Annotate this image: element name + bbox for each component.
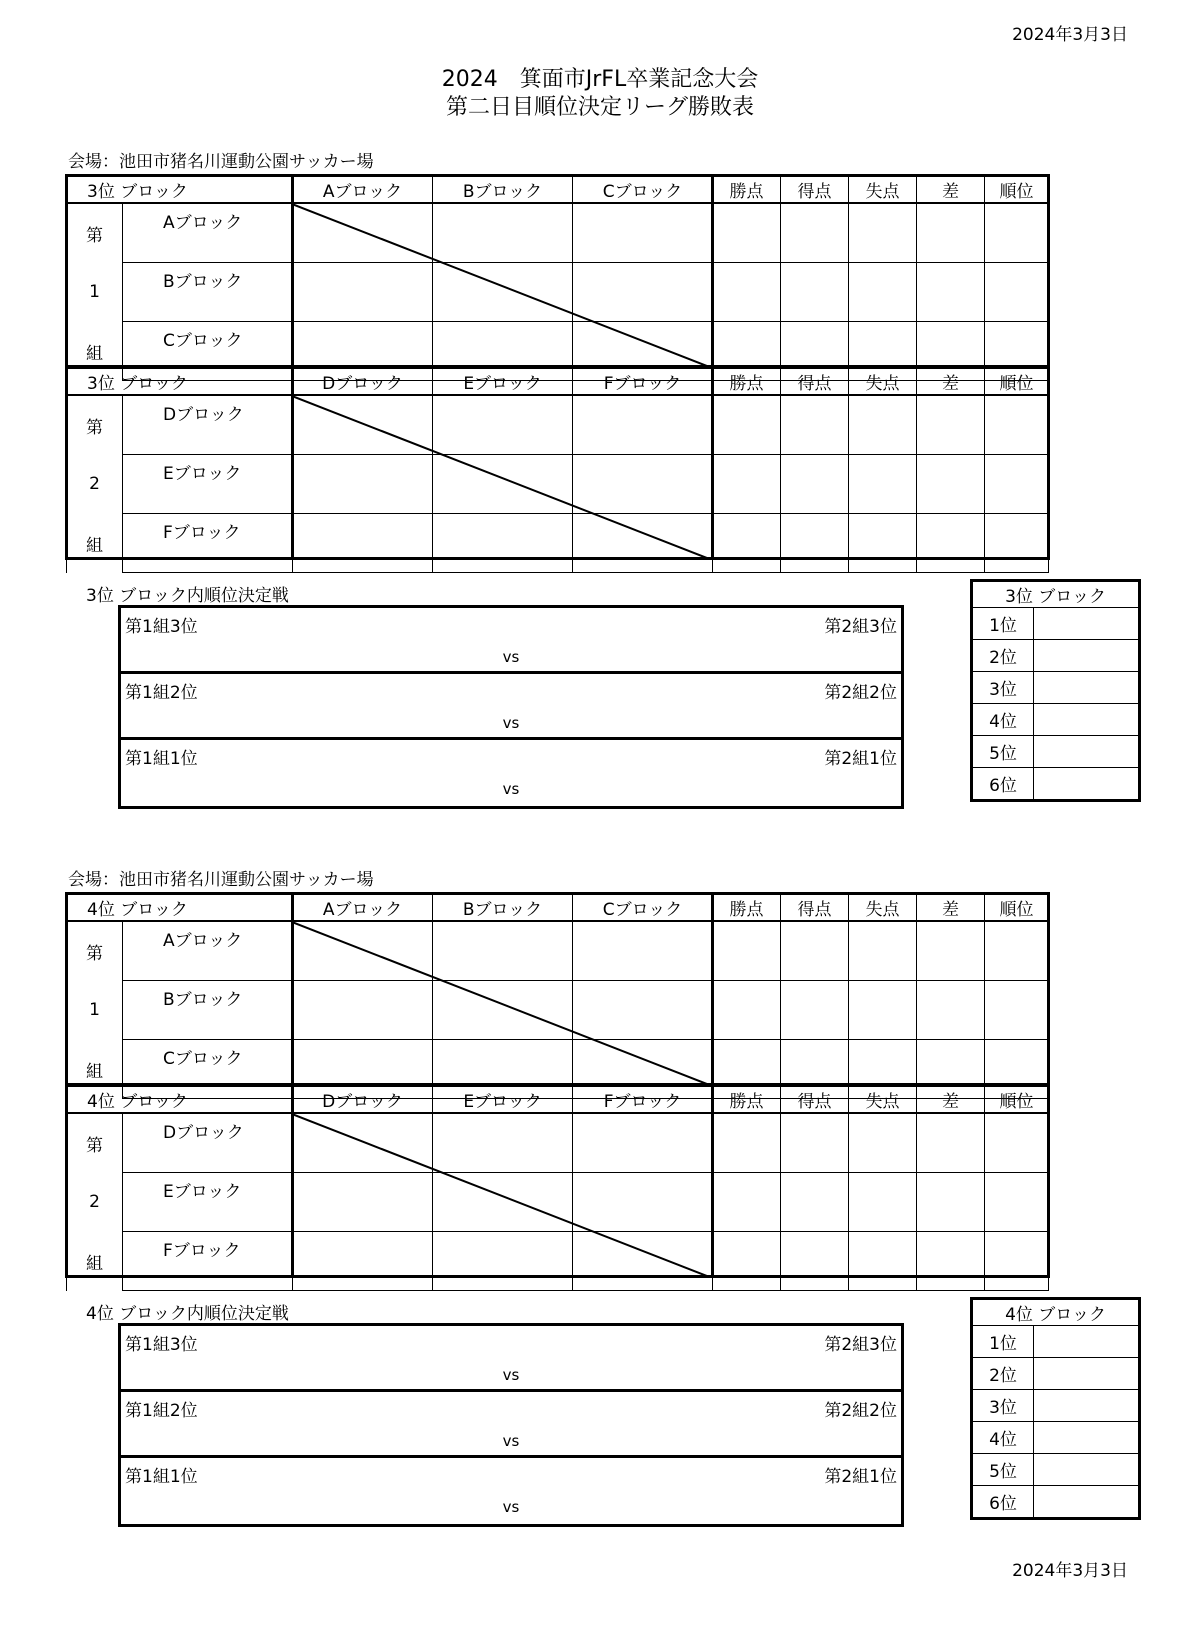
- result-cell[interactable]: [985, 1232, 1049, 1291]
- date-bottom: 2024年3月3日: [1012, 1561, 1128, 1581]
- playoff-title: 3位 ブロック内順位決定戦: [86, 586, 289, 606]
- result-cell[interactable]: [713, 922, 781, 981]
- result-cell[interactable]: [433, 922, 573, 981]
- column-header-stat: 差: [917, 894, 985, 922]
- match-left-team: 第1組2位: [125, 1401, 198, 1421]
- result-cell[interactable]: [573, 455, 713, 514]
- match-box[interactable]: [121, 1392, 901, 1458]
- result-cell[interactable]: [433, 1114, 573, 1173]
- league-table: [66, 893, 1049, 1099]
- row-team-label: Eブロック: [123, 1173, 293, 1232]
- row-team-label: Dブロック: [123, 396, 293, 455]
- group-label: 4位 ブロック: [67, 1086, 293, 1114]
- league-table: [66, 1085, 1049, 1291]
- result-cell[interactable]: [917, 263, 985, 322]
- result-cell[interactable]: [849, 396, 917, 455]
- rank-entry[interactable]: [1034, 736, 1140, 768]
- group-vertical-label: 第: [67, 922, 123, 981]
- column-header-team: Dブロック: [293, 368, 433, 396]
- result-cell[interactable]: [849, 1232, 917, 1291]
- teams-divider: [291, 1085, 294, 1276]
- column-header-stat: 失点: [849, 176, 917, 204]
- rank-label: 3位: [972, 672, 1034, 704]
- ranking-table: [970, 1297, 1141, 1520]
- result-cell[interactable]: [917, 204, 985, 263]
- result-cell[interactable]: [917, 1173, 985, 1232]
- result-cell[interactable]: [713, 455, 781, 514]
- match-right-team: 第2組3位: [824, 1335, 897, 1355]
- match-vs: vs: [502, 714, 520, 732]
- result-cell[interactable]: [849, 263, 917, 322]
- result-cell[interactable]: [985, 204, 1049, 263]
- rank-entry[interactable]: [1034, 1390, 1140, 1422]
- rank-label: 4位: [972, 1422, 1034, 1454]
- result-cell[interactable]: [781, 455, 849, 514]
- result-cell[interactable]: [293, 263, 433, 322]
- match-box[interactable]: [121, 1326, 901, 1392]
- group-vertical-label: 組: [67, 322, 123, 381]
- teams-divider: [291, 367, 294, 558]
- result-cell[interactable]: [573, 396, 713, 455]
- rank-label: 6位: [972, 1486, 1034, 1519]
- result-cell[interactable]: [293, 922, 433, 981]
- result-cell[interactable]: [985, 514, 1049, 573]
- result-cell[interactable]: [917, 922, 985, 981]
- result-cell[interactable]: [849, 1173, 917, 1232]
- group-vertical-label: 2: [67, 455, 123, 514]
- group-label: 3位 ブロック: [67, 176, 293, 204]
- result-cell[interactable]: [573, 204, 713, 263]
- result-cell[interactable]: [573, 981, 713, 1040]
- result-cell[interactable]: [293, 981, 433, 1040]
- header-divider: [66, 202, 1048, 204]
- rank-entry[interactable]: [1034, 1326, 1140, 1358]
- column-header-team: Eブロック: [433, 1086, 573, 1114]
- result-cell[interactable]: [849, 204, 917, 263]
- match-right-team: 第2組3位: [824, 617, 897, 637]
- group-vertical-label: 組: [67, 1040, 123, 1099]
- result-cell[interactable]: [713, 263, 781, 322]
- header-divider: [66, 394, 1048, 396]
- result-cell[interactable]: [917, 1114, 985, 1173]
- column-header-stat: 失点: [849, 894, 917, 922]
- column-header-team: Aブロック: [293, 176, 433, 204]
- playoff-title: 4位 ブロック内順位決定戦: [86, 1304, 289, 1324]
- result-cell[interactable]: [985, 1173, 1049, 1232]
- group-label: 3位 ブロック: [67, 368, 293, 396]
- match-vs: vs: [502, 1498, 520, 1516]
- header-divider: [66, 920, 1048, 922]
- group-vertical-label: 組: [67, 514, 123, 573]
- row-team-label: Aブロック: [123, 922, 293, 981]
- column-header-team: Dブロック: [293, 1086, 433, 1114]
- teams-divider: [291, 893, 294, 1084]
- row-team-label: Cブロック: [123, 322, 293, 381]
- column-header-team: Bブロック: [433, 894, 573, 922]
- match-right-team: 第2組1位: [824, 749, 897, 769]
- row-team-label: Cブロック: [123, 1040, 293, 1099]
- group-vertical-label: 第: [67, 204, 123, 263]
- result-cell[interactable]: [917, 1232, 985, 1291]
- result-cell[interactable]: [781, 922, 849, 981]
- result-cell[interactable]: [573, 1114, 713, 1173]
- result-cell[interactable]: [917, 396, 985, 455]
- result-cell[interactable]: [713, 1173, 781, 1232]
- match-right-team: 第2組2位: [824, 683, 897, 703]
- match-left-team: 第1組1位: [125, 1467, 198, 1487]
- rank-entry[interactable]: [1034, 640, 1140, 672]
- result-cell[interactable]: [781, 1173, 849, 1232]
- column-header-stat: 得点: [781, 176, 849, 204]
- group-vertical-label: 1: [67, 263, 123, 322]
- column-header-team: Cブロック: [573, 176, 713, 204]
- match-left-team: 第1組3位: [125, 617, 198, 637]
- rank-label: 4位: [972, 704, 1034, 736]
- result-cell[interactable]: [293, 396, 433, 455]
- result-cell[interactable]: [713, 204, 781, 263]
- column-header-team: Fブロック: [573, 368, 713, 396]
- result-cell[interactable]: [293, 204, 433, 263]
- result-cell[interactable]: [713, 981, 781, 1040]
- result-cell[interactable]: [985, 981, 1049, 1040]
- rank-label: 2位: [972, 1358, 1034, 1390]
- match-box[interactable]: [121, 608, 901, 674]
- rank-label: 1位: [972, 1326, 1034, 1358]
- group-vertical-label: 第: [67, 1114, 123, 1173]
- result-cell[interactable]: [573, 1173, 713, 1232]
- rank-label: 5位: [972, 736, 1034, 768]
- match-box[interactable]: [121, 740, 901, 806]
- column-header-team: Fブロック: [573, 1086, 713, 1114]
- result-cell[interactable]: [293, 514, 433, 573]
- result-cell[interactable]: [985, 396, 1049, 455]
- rank-entry[interactable]: [1034, 704, 1140, 736]
- column-header-stat: 差: [917, 176, 985, 204]
- group-vertical-label: 第: [67, 396, 123, 455]
- column-header-stat: 勝点: [713, 894, 781, 922]
- stats-divider: [711, 175, 714, 366]
- result-cell[interactable]: [573, 922, 713, 981]
- column-header-stat: 差: [917, 368, 985, 396]
- result-cell[interactable]: [433, 396, 573, 455]
- result-cell[interactable]: [985, 263, 1049, 322]
- result-cell[interactable]: [781, 514, 849, 573]
- rank-entry[interactable]: [1034, 768, 1140, 801]
- result-cell[interactable]: [713, 514, 781, 573]
- result-cell[interactable]: [573, 1232, 713, 1291]
- row-team-label: Eブロック: [123, 455, 293, 514]
- column-header-stat: 差: [917, 1086, 985, 1114]
- rank-entry[interactable]: [1034, 1422, 1140, 1454]
- column-header-team: Aブロック: [293, 894, 433, 922]
- date-top: 2024年3月3日: [1012, 25, 1128, 45]
- result-cell[interactable]: [985, 922, 1049, 981]
- result-cell[interactable]: [849, 455, 917, 514]
- row-team-label: Dブロック: [123, 1114, 293, 1173]
- column-header-stat: 得点: [781, 1086, 849, 1114]
- league-table: [66, 367, 1049, 573]
- result-cell[interactable]: [433, 514, 573, 573]
- column-header-stat: 得点: [781, 894, 849, 922]
- ranking-table: [970, 579, 1141, 802]
- result-cell[interactable]: [849, 514, 917, 573]
- match-box[interactable]: [121, 1458, 901, 1524]
- playoff-matches: [118, 605, 904, 809]
- result-cell[interactable]: [849, 1114, 917, 1173]
- result-cell[interactable]: [849, 922, 917, 981]
- result-cell[interactable]: [573, 514, 713, 573]
- column-header-stat: 勝点: [713, 1086, 781, 1114]
- rank-entry[interactable]: [1034, 1454, 1140, 1486]
- teams-divider: [291, 175, 294, 366]
- rank-entry[interactable]: [1034, 1358, 1140, 1390]
- group-vertical-label: 組: [67, 1232, 123, 1291]
- column-header-stat: 順位: [985, 368, 1049, 396]
- result-cell[interactable]: [781, 204, 849, 263]
- result-cell[interactable]: [713, 396, 781, 455]
- group-vertical-label: 2: [67, 1173, 123, 1232]
- result-cell[interactable]: [781, 263, 849, 322]
- row-team-label: Bブロック: [123, 981, 293, 1040]
- group-label: 4位 ブロック: [67, 894, 293, 922]
- column-header-stat: 順位: [985, 1086, 1049, 1114]
- rank-entry[interactable]: [1034, 672, 1140, 704]
- rank-label: 6位: [972, 768, 1034, 801]
- rank-label: 3位: [972, 1390, 1034, 1422]
- stats-divider: [711, 367, 714, 558]
- result-cell[interactable]: [985, 455, 1049, 514]
- column-header-stat: 失点: [849, 368, 917, 396]
- column-header-stat: 順位: [985, 894, 1049, 922]
- column-header-stat: 得点: [781, 368, 849, 396]
- rank-entry[interactable]: [1034, 608, 1140, 640]
- result-cell[interactable]: [293, 1114, 433, 1173]
- match-left-team: 第1組1位: [125, 749, 198, 769]
- match-right-team: 第2組1位: [824, 1467, 897, 1487]
- ranking-title: 4位 ブロック: [972, 1299, 1140, 1326]
- result-cell[interactable]: [985, 1114, 1049, 1173]
- row-team-label: Fブロック: [123, 514, 293, 573]
- result-cell[interactable]: [293, 455, 433, 514]
- result-cell[interactable]: [433, 981, 573, 1040]
- page-subtitle: 第二日目順位決定リーグ勝敗表: [445, 95, 754, 120]
- match-left-team: 第1組2位: [125, 683, 198, 703]
- result-cell[interactable]: [781, 981, 849, 1040]
- match-vs: vs: [502, 648, 520, 666]
- group-vertical-label: 1: [67, 981, 123, 1040]
- column-header-stat: 勝点: [713, 368, 781, 396]
- playoff-matches: [118, 1323, 904, 1527]
- venue-label: 会場：池田市猪名川運動公園サッカー場: [68, 870, 374, 890]
- column-header-team: Eブロック: [433, 368, 573, 396]
- result-cell[interactable]: [433, 204, 573, 263]
- match-box[interactable]: [121, 674, 901, 740]
- result-cell[interactable]: [917, 514, 985, 573]
- rank-label: 1位: [972, 608, 1034, 640]
- stats-divider: [711, 1085, 714, 1276]
- row-team-label: Fブロック: [123, 1232, 293, 1291]
- match-vs: vs: [502, 1432, 520, 1450]
- result-cell[interactable]: [293, 1232, 433, 1291]
- result-cell[interactable]: [433, 455, 573, 514]
- rank-label: 2位: [972, 640, 1034, 672]
- column-header-team: Cブロック: [573, 894, 713, 922]
- match-vs: vs: [502, 1366, 520, 1384]
- row-team-label: Bブロック: [123, 263, 293, 322]
- match-vs: vs: [502, 780, 520, 798]
- result-cell[interactable]: [917, 981, 985, 1040]
- result-cell[interactable]: [713, 1232, 781, 1291]
- header-divider: [66, 1112, 1048, 1114]
- result-cell[interactable]: [433, 1232, 573, 1291]
- match-left-team: 第1組3位: [125, 1335, 198, 1355]
- rank-entry[interactable]: [1034, 1486, 1140, 1519]
- result-cell[interactable]: [781, 1114, 849, 1173]
- result-cell[interactable]: [849, 981, 917, 1040]
- column-header-team: Bブロック: [433, 176, 573, 204]
- result-cell[interactable]: [433, 1173, 573, 1232]
- stats-divider: [711, 893, 714, 1084]
- result-cell[interactable]: [433, 263, 573, 322]
- result-cell[interactable]: [917, 455, 985, 514]
- row-team-label: Aブロック: [123, 204, 293, 263]
- league-table: [66, 175, 1049, 381]
- result-cell[interactable]: [781, 396, 849, 455]
- result-cell[interactable]: [781, 1232, 849, 1291]
- result-cell[interactable]: [293, 1173, 433, 1232]
- page-title: 2024 箕面市JrFL卒業記念大会: [441, 67, 759, 92]
- result-cell[interactable]: [573, 263, 713, 322]
- column-header-stat: 失点: [849, 1086, 917, 1114]
- match-right-team: 第2組2位: [824, 1401, 897, 1421]
- result-cell[interactable]: [713, 1114, 781, 1173]
- column-header-stat: 勝点: [713, 176, 781, 204]
- column-header-stat: 順位: [985, 176, 1049, 204]
- rank-label: 5位: [972, 1454, 1034, 1486]
- venue-label: 会場：池田市猪名川運動公園サッカー場: [68, 152, 374, 172]
- ranking-title: 3位 ブロック: [972, 581, 1140, 608]
